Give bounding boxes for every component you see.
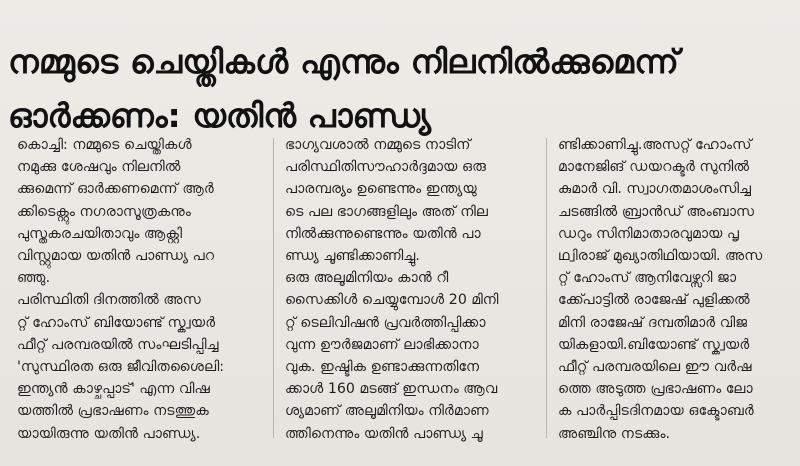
text-line: റ്റ് ഹോംസ് ബിയോണ്ട് സ്ക്വയർ — [17, 314, 216, 331]
text-line: പുസ്തകരചയിതാവും ആക്റ്റി — [17, 225, 183, 242]
text-line: ക്കിടെക്റ്റും നഗരാസൂത്രകനും — [17, 203, 191, 220]
text-line: ത്തിനെന്നും യതിൻ പാണ്ഡ്യ ചൂ — [285, 425, 483, 442]
article-column-3 — [558, 134, 793, 445]
text-line: ഒരു അലൂമിനിയം കാൻ റീ — [285, 270, 449, 287]
text-line: ഞ്ഞു. — [17, 270, 51, 287]
text-line: ഭാഗ്യവശാൽ നമ്മുടെ നാടിന് — [285, 137, 471, 153]
text-line: കൊച്ചി: നമ്മുടെ ചെയ്തികൾ — [17, 137, 192, 153]
text-line: ണ്ടിക്കാണിച്ചു.അസറ്റ് ഹോംസ് — [558, 137, 752, 153]
text-line: ക പാർപ്പിടദിനമായ ഒക്ടോബർ — [558, 403, 754, 420]
text-line: യികളായി.ബിയോണ്ട് സ്ക്വയർ — [558, 336, 750, 353]
text-line: മിനി രാജേഷ് ദമ്പതിമാർ വിജ — [558, 314, 748, 331]
text-line: മാനേജിങ് ഡയറക്ടർ സുനിൽ — [558, 159, 750, 176]
text-line: റ്റ് ഹോംസ് ആനിവേഴ്സറി ജാ — [558, 270, 737, 287]
text-line: ഇന്ത്യൻ കാഴ്ചപ്പാട്' എന്ന വിഷ — [17, 381, 211, 398]
text-line: 'സുസ്ഥിരത ഒരു ജീവിതശൈലി: — [17, 359, 225, 376]
text-line: ശ്യമാണ് അലൂമിനിയം നിർമാണ — [285, 403, 489, 420]
text-line: യായിരുന്നു യതിൻ പാണ്ഡ്യ. — [17, 425, 201, 442]
text-line: ക്കാൾ 160 മടങ്ങ് ഇന്ധനം ആവ — [285, 381, 498, 398]
text-line: ക്കുമെന്ന് ഓർക്കണമെന്ന് ആർ — [17, 181, 214, 198]
article-body — [0, 134, 800, 466]
text-line: യത്തിൽ പ്രഭാഷണം നടത്തുക — [17, 403, 209, 420]
text-line: ടെ പല ഭാഗങ്ങളിലും അത് നില — [285, 203, 489, 220]
text-line: കുമാർ വി. സ്വാഗതമാശംസിച്ച — [558, 181, 752, 198]
text-line: ഡറും സിനിമാതാരവുമായ പൃ — [558, 225, 740, 242]
text-line: നിൽക്കുന്നുണ്ടെന്നും യതിൻ പാ — [285, 225, 481, 242]
text-line: ഫീറ്റ് പരമ്പരയിലെ ഈ വർഷ — [558, 359, 752, 376]
text-line: ഫീറ്റ് പരമ്പരയിൽ സംഘടിപ്പിച്ച — [17, 336, 219, 353]
text-line: റ്റ് ടെലിവിഷൻ പ്രവർത്തിപ്പിക്കാ — [285, 314, 486, 331]
text-line: നമുക്കു ശേഷവും നിലനിൽ — [17, 159, 181, 176]
text-line: ണ്ഡ്യ ചൂണ്ടിക്കാണിച്ചു. — [285, 248, 420, 265]
text-line: ക്ക്പോട്ടിൽ രാജേഷ് പുളിക്കൽ — [558, 292, 750, 309]
headline-line-2: ഓർക്കണം: യതിൻ പാണ്ഡ്യ — [8, 96, 432, 136]
text-line: സൈക്കിൾ ചെയ്യുമ്പോൾ 20 മിനി — [285, 292, 499, 309]
text-line: വിസ്റ്റുമായ യതിൻ പാണ്ഡ്യ പറ — [17, 248, 215, 265]
text-line: ചടങ്ങിൽ ബ്രാൻഡ് അംബാസ — [558, 203, 755, 220]
text-line: ഥ്വിരാജ് മുഖ്യാതിഥിയായി. അസ — [558, 248, 763, 265]
text-line: പരിസ്ഥിതിസൗഹാർദ്ദമായ ഒരു — [285, 159, 487, 176]
text-line: വുന്ന ഊർജമാണ് ലാഭിക്കാനാ — [285, 336, 479, 353]
text-line: പാരമ്പര്യം ഉണ്ടെന്നും ഇന്ത്യയു — [285, 181, 477, 198]
headline-line-1: നമ്മുടെ ചെയ്തികൾ എന്നും നിലനിൽക്കുമെന്ന് — [8, 42, 679, 82]
article-column-1 — [17, 134, 267, 445]
headline — [8, 39, 792, 139]
text-line: പരിസ്ഥിതി ദിനത്തിൽ അസ — [17, 292, 201, 309]
article-column-2 — [285, 134, 540, 445]
text-line: വുക. ഇഷ്ടിക ഉണ്ടാക്കുന്നതിനേ — [285, 359, 480, 376]
text-line: അഞ്ചിനു നടക്കും. — [558, 425, 671, 442]
text-line: ത്തെ അടുത്ത പ്രഭാഷണം ലോ — [558, 381, 753, 398]
